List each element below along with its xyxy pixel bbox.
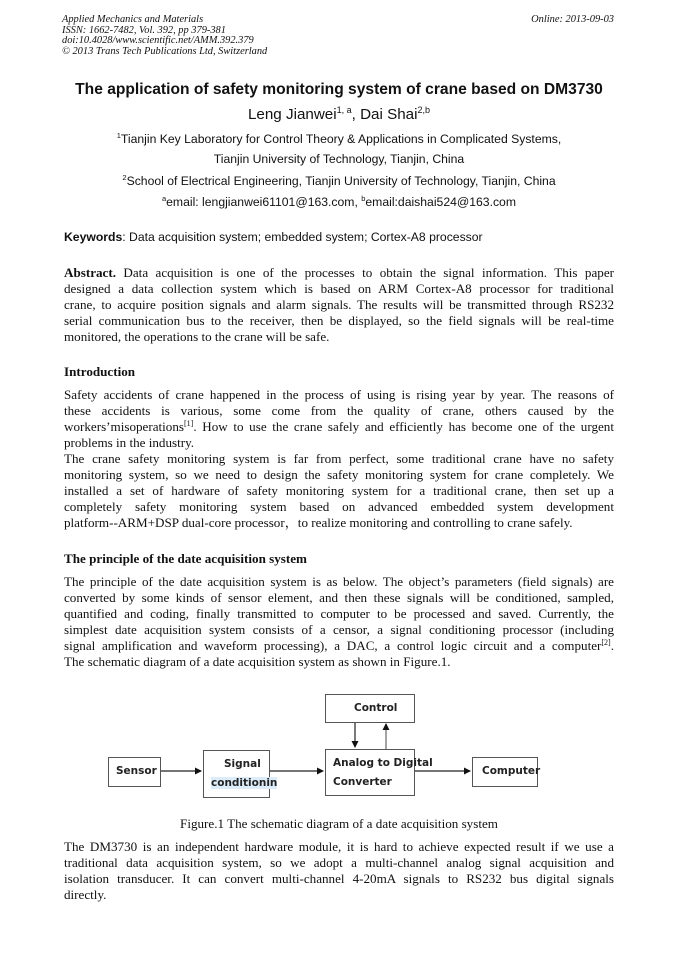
authors (0, 105, 678, 123)
principle-text: . (610, 638, 614, 653)
abstract-line (64, 265, 614, 281)
intro-text: workers’misoperations (64, 419, 184, 434)
dm3730-line: The DM3730 is an independent hardware module, it is hard to achieve expected result if we use a (64, 839, 614, 854)
affiliation-1-line-2: Tianjin University of Technology, Tianjin, China (213, 152, 465, 166)
citation-ref[interactable]: [2] (601, 638, 611, 647)
signal-label-1: Signal (224, 758, 261, 770)
principle-line: converted by some kinds of sensor element, and then these signals will be conditioned, sampled, (64, 590, 614, 605)
author-name: Dai Shai (360, 106, 418, 123)
doi: doi:10.4028/www.scientific.net/AMM.392.379 (62, 35, 254, 47)
copyright: © 2013 Trans Tech Publications Ltd, Switzerland (62, 45, 268, 57)
abstract-line: serial communication bus to the receiver, then be displayed, so the field signals will be real-time (64, 313, 614, 328)
affiliation-text: School of Electrical Engineering, Tianjin University of Technology, Tianjin, China (126, 174, 556, 188)
intro-line: monitoring system, so we need to design the safety monitoring system for crane completely. We (64, 467, 614, 482)
journal-name: Applied Mechanics and Materials (62, 14, 204, 25)
principle-heading: The principle of the date acquisition system (64, 551, 307, 566)
control-box (325, 694, 415, 723)
dm3730-line: traditional data acquisition system, so we adopt a multi-channel analog signal acquisition and (64, 855, 614, 870)
introduction-heading: Introduction (64, 364, 136, 379)
paper-title: The application of safety monitoring system of crane based on DM3730 (75, 81, 603, 98)
issn: ISSN: 1662-7482, Vol. 392, pp 379-381 (62, 24, 226, 36)
abstract-line: designed a data collection system which is based on ARM Cortex-A8 processor for traditional (64, 281, 614, 296)
intro-text: . How to use the crane safely and efficiently has become one of the urgent (193, 419, 614, 434)
citation-ref[interactable]: [1] (184, 419, 194, 428)
author-sup: 2,b (417, 105, 431, 115)
principle-text: signal amplification and waveform processing), a DAC, a control logic circuit and a computer (64, 638, 602, 653)
keywords (64, 230, 483, 244)
sensor-box (108, 757, 161, 787)
signal-label-2: conditionin (211, 777, 278, 789)
affiliation-text: Tianjin Key Laboratory for Control Theory & Applications in Complicated Systems, (120, 132, 562, 146)
abstract-text: Data acquisition is one of the processes to obtain the signal information. This paper (116, 265, 614, 280)
intro-line (64, 419, 614, 435)
control-label: Control (354, 702, 398, 714)
online-date: Online: 2013-09-03 (531, 14, 614, 25)
intro-line: these accidents is various, some come from the quality of crane, others caused by the (64, 403, 614, 418)
affiliation-sup: 2 (122, 173, 127, 182)
signal-conditioning-box (203, 750, 278, 798)
affiliation-1-line-1 (0, 131, 678, 146)
intro-line: completely safety monitoring system based on advanced embedded system development (64, 499, 614, 514)
adc-label-2: Converter (333, 776, 392, 788)
abstract-line: monitored, the operations to the crane will be safe. (64, 329, 330, 344)
abstract-label: Abstract. (64, 265, 116, 280)
email-sup: a (161, 194, 167, 203)
intro-line: installed a set of hardware of safety monitoring system for a traditional crane, then set up a (64, 483, 614, 498)
dm3730-paragraph (64, 839, 614, 903)
principle-line (64, 638, 614, 654)
keywords-text: : Data acquisition system; embedded system; Cortex-A8 processor (122, 230, 483, 244)
abstract-line: crane, to acquire position signals and alarm signals. The results will be transmitted through RS232 (64, 297, 614, 312)
intro-line: platform--ARM+DSP dual-core processor，to realize monitoring and controlling to crane safely. (64, 515, 573, 530)
email-sup: b (361, 194, 366, 203)
emails (0, 194, 678, 209)
adc-label-1: Analog to Digital (333, 757, 433, 769)
email-a: email: lengjianwei61101@163.com, (166, 195, 362, 209)
dm3730-line: directly. (64, 887, 107, 902)
keywords-label: Keywords (64, 230, 123, 244)
principle-line: simplest date acquisition system consists of a censor, a signal conditioning processor (including (64, 622, 614, 637)
computer-label: Computer (482, 765, 541, 777)
email-b: email:daishai524@163.com (365, 195, 516, 209)
author-separator: , (351, 106, 361, 123)
abstract (64, 265, 614, 345)
journal-header (62, 15, 267, 57)
affiliation-sup: 1 (116, 131, 121, 140)
intro-line: The crane safety monitoring system is far from perfect, some traditional crane have no safety (64, 451, 614, 466)
dm3730-line: isolation transducer. It can convert multi-channel 4-20mA signals to RS232 bus digital signals (64, 871, 614, 886)
figure-1-caption: Figure.1 The schematic diagram of a date acquisition system (180, 816, 498, 831)
affiliation-2 (0, 173, 678, 188)
intro-line: Safety accidents of crane happened in the process of using is rising year by year. The reasons of (64, 387, 614, 402)
introduction-paragraph-2 (64, 451, 614, 531)
introduction-paragraph-1 (64, 387, 614, 451)
author-sup: 1, a (336, 105, 352, 115)
computer-box (472, 757, 541, 787)
adc-box (325, 749, 433, 796)
principle-paragraph (64, 574, 614, 670)
principle-line: quantified and coding, finally transmitted to computer to be processed and saved. Currently, the (64, 606, 614, 621)
principle-line: The schematic diagram of a date acquisition system as shown in Figure.1. (64, 654, 451, 669)
author-name: Leng Jianwei (247, 106, 337, 123)
intro-line: problems in the industry. (64, 435, 195, 450)
sensor-label: Sensor (116, 765, 157, 777)
principle-line: The principle of the date acquisition system is as below. The object’s parameters (field signals) are (64, 574, 614, 589)
